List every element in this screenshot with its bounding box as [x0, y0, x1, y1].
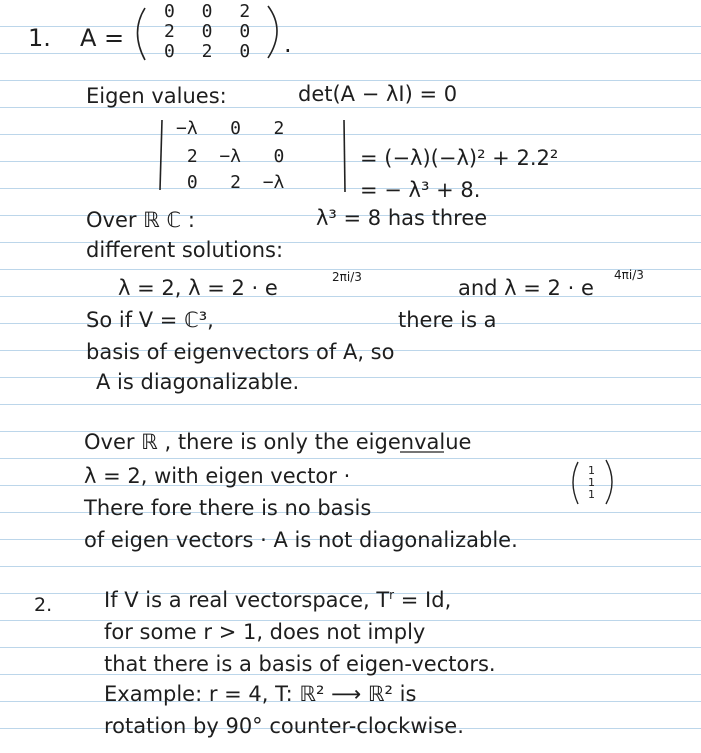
problem-2-line-1-end: = Id, [394, 588, 452, 612]
det-right-bar [344, 120, 345, 192]
basis-line: basis of eigenvectors of A, so [86, 340, 395, 364]
det-result-2: = − λ³ + 8. [360, 178, 481, 202]
eigenvalues-heading: Eigen values: [86, 84, 227, 108]
matrix-left-paren [138, 8, 146, 60]
problem-1-number: 1. [28, 24, 51, 52]
solutions-line: λ = 2, λ = 2 · e [118, 276, 278, 300]
matrix-right-paren [268, 6, 277, 58]
so-if-line: So if V = ℂ³, [86, 308, 214, 332]
matrix-row-3: 0 2 0 [164, 41, 259, 62]
different-solutions: different solutions: [86, 238, 284, 262]
solution-and-line: and λ = 2 · e [458, 276, 594, 300]
matrix-row-1: 0 0 2 [164, 1, 259, 22]
det-result-1: = (−λ)(−λ)² + 2.2² [360, 146, 559, 170]
problem-2-line-4: Example: r = 4, T: ℝ² ⟶ ℝ² is [104, 682, 417, 706]
det-row-2: 2 −λ 0 [176, 146, 285, 167]
det-row-1: −λ 0 2 [176, 118, 285, 139]
eigenvector-entry-1: 1 [588, 464, 595, 477]
lambda-cube-line: λ³ = 8 has three [316, 206, 488, 230]
over-r-line: Over ℝ , there is only the eigenvalue [84, 430, 472, 454]
diagonalizable-line: A is diagonalizable. [96, 370, 300, 394]
problem-2-number: 2. [34, 594, 53, 616]
therefore-line: There fore there is no basis [84, 496, 372, 520]
eigenvector-entry-2: 1 [588, 476, 595, 489]
matrix-row-2: 2 0 0 [164, 21, 259, 42]
det-row-3: 0 2 −λ [176, 172, 285, 193]
vector-left-paren [573, 462, 578, 504]
problem-2-line-2: for some r > 1, does not imply [104, 620, 426, 644]
det-equation: det(A − λI) = 0 [298, 82, 458, 106]
problem-2-line-3: that there is a basis of eigen-vectors. [104, 652, 496, 676]
solution-exponent-1: 2πi/3 [332, 270, 362, 284]
problem-2-exponent: r [389, 588, 395, 602]
solution-exponent-2: 4πi/3 [614, 268, 644, 282]
matrix-period: . [284, 30, 292, 58]
problem-2-line-5: rotation by 90° counter-clockwise. [104, 714, 464, 738]
problem-2-line-1-text: If V is a real vectorspace, T [104, 588, 390, 612]
over-c-label: Over ℝ ℂ : [86, 208, 195, 232]
not-diagonalizable-line: of eigen vectors · A is not diagonalizable. [84, 528, 518, 552]
det-left-bar [160, 120, 162, 190]
vector-right-paren [606, 460, 612, 504]
problem-2-line-1 [104, 588, 451, 612]
there-is-a: there is a [398, 308, 497, 332]
matrix-a-label: A = [80, 24, 125, 52]
eigenvector-entry-3: 1 [588, 488, 595, 501]
lambda-2-line: λ = 2, with eigen vector · [84, 464, 351, 488]
